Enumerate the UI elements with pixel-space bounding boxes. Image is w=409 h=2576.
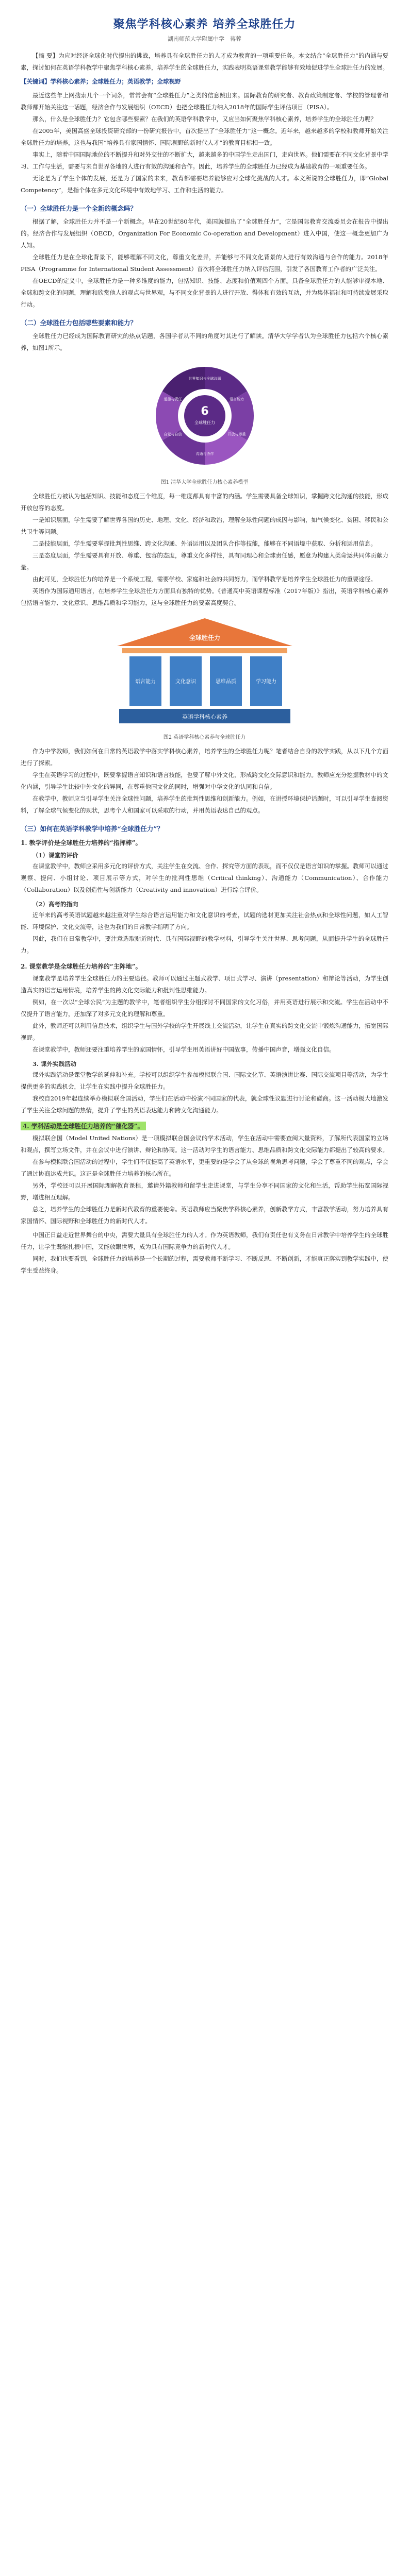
figure-1-caption: 图1 清华大学全球胜任力核心素养模型: [160, 480, 249, 485]
body-paragraph: 在OECD的定义中，全球胜任力是一种多维度的能力，包括知识、技能、态度和价值观四个方面。具备全球胜任力的人能够审视本地、全球和跨文化的问题，理解和欣赏他人的观点与世界观，与不同文化背景的人进行开放、得体和有效的互动，并为集体福祉和可持续发展采取行动。: [21, 277, 388, 308]
subsubheading: （1）课堂的评价: [32, 852, 78, 859]
subsubheading: 3. 课外实践活动: [32, 1060, 77, 1067]
body-paragraph: 英语作为国际通用语言，在培养学生全球胜任力方面具有独特的优势。《普通高中英语课程标准（2017年版）》指出，英语学科核心素养包括语言能力、文化意识、思维品质和学习能力，这与全球胜任力的要素高度契合。: [21, 587, 388, 606]
body-paragraph: 学生在英语学习的过程中，既要掌握语言知识和语言技能，也要了解中外文化，形成跨文化交际意识和能力。教师应充分挖掘教材中的文化内涵，引导学生比较中外文化的异同，在尊重他国文化的同时，增强对中华文化的认同和自信。: [21, 771, 388, 790]
conclusion-paragraph: 中国正日益走近世界舞台的中央，需要大量具有全球胜任力的人才。作为英语教师，我们有责任也有义务在日常教学中培养学生的全球胜任力，让学生既能扎根中国，又能放眼世界，成为具有国际竞争力的新时代人才。: [21, 1231, 388, 1250]
body-paragraph: 另外，学校还可以开展国际理解教育课程，邀请外籍教师和留学生走进课堂，与学生分享不同国家的文化和生活，帮助学生拓宽国际视野，增进相互理解。: [21, 1182, 388, 1201]
body-paragraph: 在课堂教学中，教师应采用多元化的评价方式，关注学生在交流、合作、探究等方面的表现，而不仅仅是语言知识的掌握。教师可以通过观察、提问、小组讨论、项目展示等方式，对学生的批判性思维（Critical thinking）、沟通能力（Communication）、合作能力（Collaboration）以及创造性与创新能力（Creativity and innovation）进行综合评价。: [21, 862, 388, 893]
body-paragraph: 在课堂教学中，教师还要注重培养学生的家国情怀，引导学生用英语讲好中国故事，传播中国声音，增强文化自信。: [32, 1046, 335, 1053]
keywords: 【关键词】学科核心素养；全球胜任力；英语教学；全球视野: [21, 78, 181, 85]
body-paragraph: 模拟联合国（Model United Nations）是一项模拟联合国会议的学术活动，学生在活动中需要查阅大量资料，了解所代表国家的立场和观点，撰写立场文件，并在会议中进行演讲、辩论和协商。这一活动对学生的语言能力、思维品质和跨文化交际能力都提出了较高的要求。: [21, 1134, 388, 1154]
body-paragraph: 我校自2019年起连续举办模拟联合国活动，学生们在活动中扮演不同国家的代表，就全球性议题进行讨论和磋商。这一活动极大地激发了学生关注全球问题的热情，提升了学生的英语表达能力和跨文化沟通能力。: [21, 1095, 388, 1114]
body-paragraph: 因此，我们在日常教学中，要注意选取贴近时代、具有国际视野的教学材料，引导学生关注世界、思考问题，从而提升学生的全球胜任力。: [21, 935, 388, 954]
body-paragraph: 一是知识层面，学生需要了解世界各国的历史、地理、文化、经济和政治，理解全球性问题的成因与影响，如气候变化、贫困、移民和公共卫生等问题。: [21, 516, 388, 535]
figure-1: [21, 359, 388, 474]
temple-pillar-label: 文化意识: [175, 679, 196, 685]
body-paragraph: 此外，教师还可以利用信息技术，组织学生与国外学校的学生开展线上交流活动，让学生在真实的跨文化交流中锻炼沟通能力，拓宽国际视野。: [21, 1022, 388, 1041]
intro-paragraph: 在2005年，美国高盛全球投资研究部的一份研究报告中，首次提出了“全球胜任力”这一概念。近年来，越来越多的学校和教师开始关注全球胜任力的培养，这也与我国“培养具有家国情怀、国际视野的新时代人才”的教育目标相一致。: [21, 127, 388, 146]
body-paragraph: 全球胜任力已经成为国际教育研究的热点话题，各国学者从不同的角度对其进行了解读。清华大学学者认为全球胜任力包括六个核心素养，如图1所示。: [21, 332, 388, 351]
wheel-label: 道德与责任: [163, 397, 182, 401]
body-paragraph: 由此可见，全球胜任力的培养是一个系统工程，需要学校、家庭和社会的共同努力，而学科教学是培养学生全球胜任力的重要途径。: [32, 575, 377, 583]
body-paragraph: 课堂教学是培养学生全球胜任力的主要途径。教师可以通过主题式教学、项目式学习、演讲（presentation）和辩论等活动，为学生创造真实的语言运用情境，培养学生的跨文化交际能力和批判性思维能力。: [21, 975, 388, 994]
body-paragraph: 例如，在一次以“全球公民”为主题的教学中，笔者组织学生分组探讨不同国家的文化习俗，并用英语进行展示和交流。学生在活动中不仅提升了语言能力，还加深了对多元文化的理解和尊重。: [21, 998, 388, 1018]
author-line: 湖南师范大学附属中学 蒋蓉: [168, 36, 241, 42]
wheel-label: 自觉与自信: [163, 432, 182, 436]
body-paragraph: 在参与模拟联合国活动的过程中，学生们不仅提高了英语水平，更重要的是学会了从全球的视角思考问题，学会了尊重不同的观点，学会了通过协商达成共识。这正是全球胜任力培养的核心所在。: [21, 1158, 388, 1177]
body-paragraph: 全球胜任力被认为包括知识、技能和态度三个维度，每一维度都具有丰富的内涵。学生需要具备全球知识，掌握跨文化沟通的技能，形成开放包容的态度。: [21, 493, 388, 512]
figure-2-caption: 图2 英语学科核心素养与全球胜任力: [163, 735, 246, 740]
wheel-label: 世界知识与全球议题: [188, 377, 221, 381]
intro-paragraph: 最近这些年上网搜索几个一个词条，常常会有“全球胜任力”之类的信息跳出来。国际教育的研究者、教育政策制定者、学校的管理者和教师都开始关注这一话题，经济合作与发展组织（OECD）也把全球胜任力纳入2018年的国际学生评估项目（PISA）。: [21, 92, 388, 111]
temple-diagram: [107, 614, 303, 727]
wheel-center-label: 全球胜任力: [194, 420, 215, 425]
body-paragraph: 二是技能层面，学生需要掌握批判性思维、跨文化沟通、外语运用以及团队合作等技能，能够在不同语境中获取、分析和运用信息。: [32, 540, 377, 547]
body-paragraph: 作为中学教师，我们如何在日常的英语教学中落实学科核心素养，培养学生的全球胜任力呢？笔者结合自身的教学实践，从以下几个方面进行了探索。: [21, 748, 388, 767]
competency-wheel-diagram: [127, 359, 282, 472]
temple-beam: [122, 648, 287, 653]
body-paragraph: 在教学中，教师应当引导学生关注全球性问题，培养学生的批判性思维和创新能力。例如，在讲授环境保护话题时，可以引导学生查阅资料，了解全球气候变化的现状，思考个人和国家可以采取的行动，并用英语表达自己的观点。: [21, 795, 388, 814]
svg-text:6: 6: [200, 405, 209, 418]
body-paragraph: 根据了解，全球胜任力并不是一个新概念。早在20世纪80年代，美国就提出了“全球胜任力”，它是国际教育交流委员会在报告中提出的。经济合作与发展组织（OECD，Organization For Economic Co-operation and Development）进入中国，使这一概念更加广为人知。: [21, 218, 388, 249]
conclusion-paragraph: 同时，我们也要看到，全球胜任力的培养是一个长期的过程，需要教师不断学习、不断反思、不断创新，才能真正落实到教学实践中，使学生受益终身。: [21, 1255, 388, 1274]
section-heading-1: （一）全球胜任力是一个全新的概念吗？: [21, 205, 137, 212]
section-heading-2: （二）全球胜任力包括哪些要素和能力？: [21, 319, 137, 327]
highlighted-heading: 4. 学科活动是全球胜任力培养的“催化器”。: [21, 1122, 146, 1130]
temple-base-label: 英语学科核心素养: [182, 714, 227, 720]
wheel-label: 沟通与协作: [195, 452, 214, 456]
abstract: 【摘 要】为应对经济全球化时代提出的挑战，培养具有全球胜任力的人才成为教育的一项重要任务。本文结合“全球胜任力”的内涵与要素，探讨如何在英语学科教学中聚焦学科核心素养，培养学生的全球胜任力，实践表明英语课堂教学能够有效地促进学生全球胜任力的发展。: [21, 52, 388, 71]
intro-paragraph: 那么，什么是全球胜任力？它包含哪些要素？在我们的英语学科教学中，又应当如何聚焦学科核心素养，培养学生的全球胜任力呢？: [32, 115, 377, 123]
figure-2: [21, 614, 388, 730]
intro-paragraph: 无论是为了学生个体的发展，还是为了国家的未来，教育都需要培养能够应对全球化挑战的人才。本文所说的全球胜任力，即“Global Competency”，是指个体在多元文化环境中有效地学习、工作和生活的能力。: [21, 175, 388, 194]
body-paragraph: 课外实践活动是课堂教学的延伸和补充。学校可以组织学生参加模拟联合国、国际文化节、英语演讲比赛、国际交流项目等活动，为学生提供更多的实践机会，让学生在实践中提升全球胜任力。: [21, 1071, 388, 1090]
page-title: 聚焦学科核心素养 培养全球胜任力: [113, 18, 296, 31]
subheading: 1. 教学评价是全球胜任力培养的“指挥棒”。: [21, 839, 142, 846]
temple-pillar-label: 思维品质: [215, 679, 236, 685]
subsubheading: （2）高考的指向: [32, 901, 78, 908]
wheel-label: 语言能力: [229, 397, 244, 401]
body-paragraph: 全球胜任力是在全球化背景下，能够理解不同文化，尊重文化差异，并能够与不同文化背景的人进行有效沟通与合作的能力。2018年PISA（Programme for International Student Assessment）首次将全球胜任力纳入评估范围，引发了各国教育工作者的广泛关注。: [21, 253, 388, 273]
subheading: 2. 课堂教学是全球胜任力培养的“主阵地”。: [21, 963, 142, 970]
wheel-label: 开放与尊重: [227, 432, 246, 436]
section-heading-3: （三）如何在英语学科教学中培养“全球胜任力”？: [21, 825, 163, 833]
temple-roof-label: 全球胜任力: [189, 634, 220, 641]
intro-paragraph: 事实上，随着中国国际地位的不断提升和对外交往的不断扩大，越来越多的中国学生走出国门，走向世界。他们需要在不同文化背景中学习、工作与生活，需要与来自世界各地的人进行有效的沟通和合作。因此，培养学生的全球胜任力已经成为基础教育的一项重要任务。: [21, 151, 388, 170]
temple-pillar-label: 学习能力: [255, 679, 276, 685]
body-paragraph: 三是态度层面，学生需要具有开放、尊重、包容的态度，尊重文化多样性，具有同理心和全球责任感，愿意为构建人类命运共同体贡献力量。: [21, 552, 388, 571]
temple-pillar-label: 语言能力: [135, 679, 156, 685]
temple-roof: [117, 618, 292, 646]
subheading-highlighted: [21, 1122, 388, 1130]
body-paragraph: 总之，培养学生的全球胜任力是新时代教育的重要使命。英语教师应当聚焦学科核心素养，创新教学方式，丰富教学活动，努力培养具有家国情怀、国际视野和全球胜任力的新时代人才。: [21, 1206, 388, 1225]
body-paragraph: 近年来的高考英语试题越来越注重对学生综合语言运用能力和文化意识的考查，试题的选材更加关注社会热点和全球性问题，如人工智能、环境保护、文化交流等，这也为我们的日常教学指明了方向。: [21, 911, 388, 930]
